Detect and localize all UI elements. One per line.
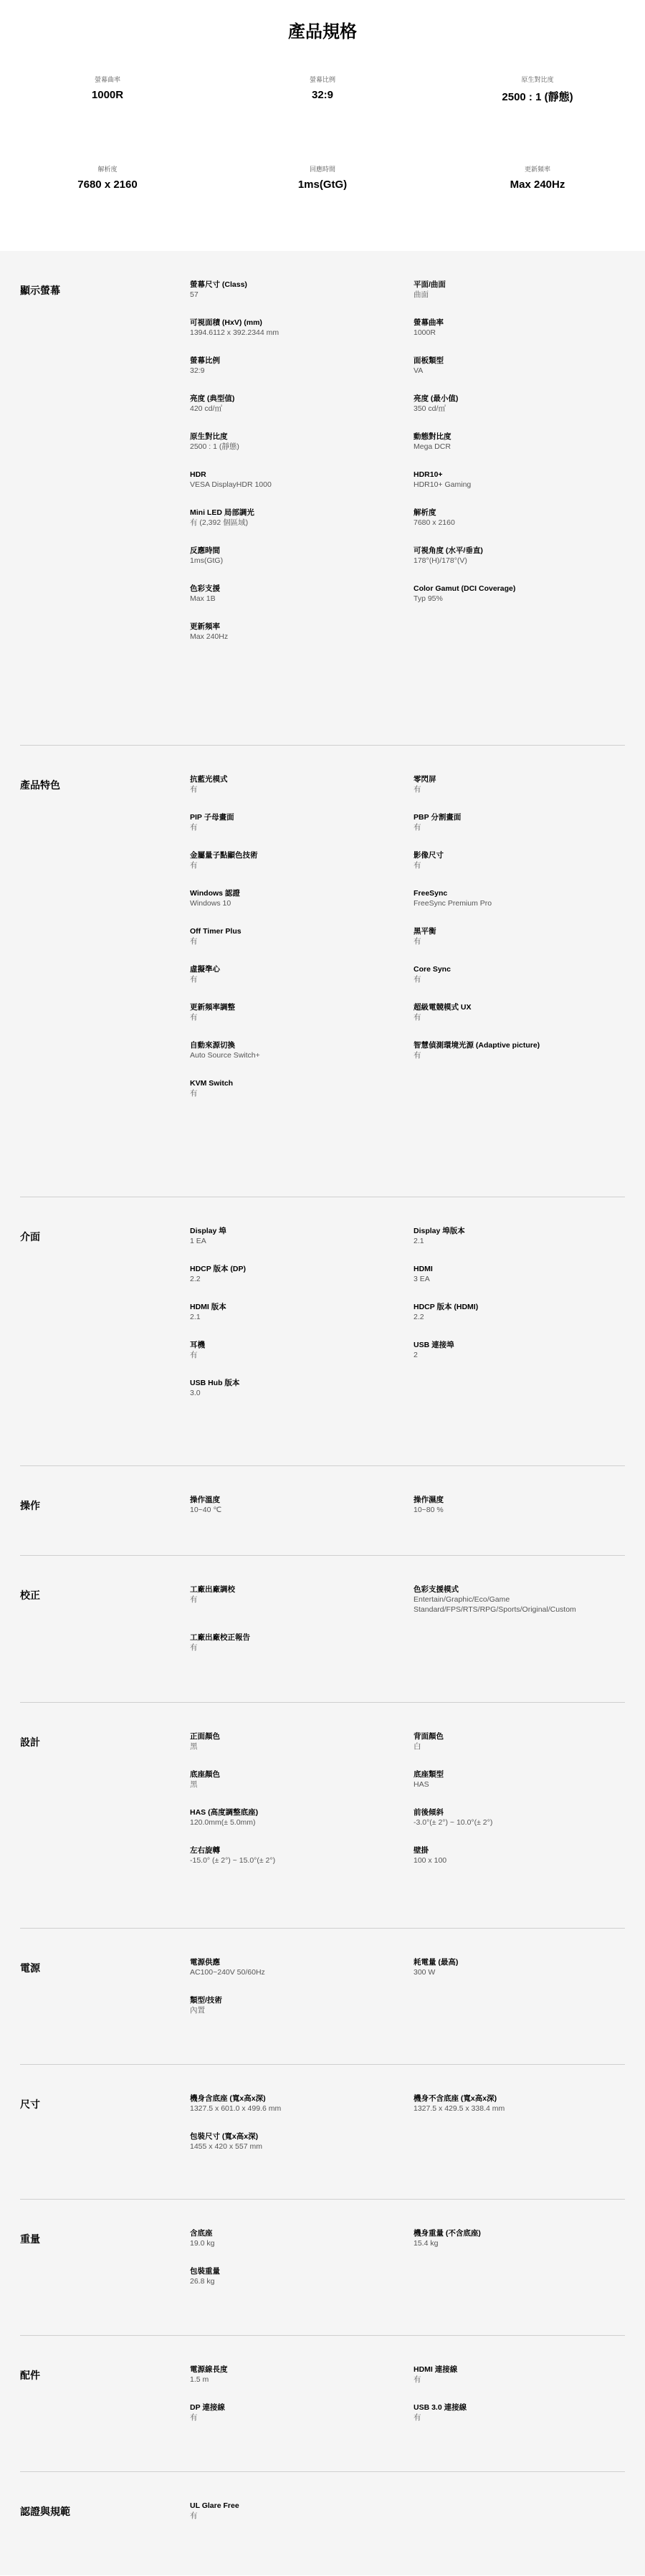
spec-name: 耗電量 (最高) (414, 1958, 459, 1967)
spec-section (20, 251, 625, 746)
spec-value: 2.1 (190, 1313, 201, 1321)
spec-items (190, 2501, 613, 2521)
spec-value: HDR10+ Gaming (414, 480, 472, 489)
spec-name: 可視角度 (水平/垂直) (414, 546, 483, 555)
spec-items (190, 2228, 613, 2286)
spec-name: USB Hub 版本 (190, 1379, 240, 1387)
spec-value: Typ 95% (414, 594, 443, 603)
spec-value: 有 (190, 1595, 198, 1604)
spec-value: 內置 (190, 2006, 205, 2015)
spec-value: 有 (414, 1013, 421, 1022)
spec-item (414, 1226, 613, 1246)
spec-value: 有 (190, 1013, 198, 1022)
spec-item (414, 1040, 613, 1060)
spec-value: 有 (190, 785, 198, 794)
spec-value: -3.0°(± 2°) ~ 10.0°(± 2°) (414, 1818, 493, 1827)
spec-item (414, 850, 613, 870)
spec-value: 57 (190, 290, 199, 299)
spec-item (190, 1845, 414, 1866)
spec-name: 耳機 (190, 1341, 205, 1349)
spec-name: 智慧偵測環境光源 (Adaptive picture) (414, 1041, 540, 1050)
spec-items (190, 1957, 613, 2015)
section-title: 顯示螢幕 (20, 285, 60, 296)
spec-item (190, 356, 414, 376)
spec-items (190, 1226, 613, 1398)
spec-value: Entertain/Graphic/Eco/Game Standard/FPS/RTS/RPG/Sports/Original/Custom (414, 1595, 576, 1614)
spec-value: 有 (414, 2375, 421, 2384)
spec-name: 機身重量 (不含底座) (414, 2229, 481, 2238)
spec-value: 白 (414, 1742, 421, 1751)
spec-item (414, 356, 613, 376)
spec-item (190, 432, 414, 452)
spec-item (414, 1845, 613, 1866)
spec-name: PBP 分割畫面 (414, 813, 462, 822)
spec-item (414, 2228, 613, 2248)
highlight-value: 1ms(GtG) (297, 179, 348, 191)
spec-name: 機身不含底座 (寬x高x深) (414, 2094, 497, 2103)
highlight-value: 2500 : 1 (靜態) (502, 91, 573, 103)
spec-name: 螢幕尺寸 (Class) (190, 280, 247, 289)
spec-value: 350 cd/㎡ (414, 404, 446, 413)
spec-item (414, 888, 613, 908)
spec-name: HDMI 版本 (190, 1303, 226, 1311)
spec-name: 反應時間 (190, 546, 220, 555)
spec-item (190, 280, 414, 300)
spec-item (190, 1378, 414, 1398)
spec-value: Windows 10 (190, 899, 231, 908)
spec-name: 前後傾斜 (414, 1808, 444, 1817)
specs-header (0, 0, 645, 251)
spec-item (190, 1040, 414, 1060)
spec-items (190, 1495, 613, 1515)
spec-item (414, 508, 613, 528)
spec-name: 機身含底座 (寬x高x深) (190, 2094, 266, 2103)
section-title: 重量 (20, 2233, 40, 2245)
spec-item (414, 1807, 613, 1828)
spec-value: 178°(H)/178°(V) (414, 556, 467, 565)
spec-value: 2500 : 1 (靜態) (190, 442, 239, 451)
highlight-label: 螢幕比例 (309, 76, 335, 83)
spec-name: 解析度 (414, 508, 436, 517)
spec-item (190, 508, 414, 528)
spec-name: HDCP 版本 (HDMI) (414, 1303, 479, 1311)
spec-item (190, 2364, 414, 2385)
spec-items (190, 280, 613, 642)
spec-name: 動態對比度 (414, 432, 452, 441)
spec-value: 1394.6112 x 392.2344 mm (190, 328, 280, 337)
spec-item (190, 622, 414, 642)
spec-value: 3.0 (190, 1389, 201, 1397)
spec-item (414, 546, 613, 566)
spec-item (190, 1957, 414, 1977)
spec-name: HDCP 版本 (DP) (190, 1265, 246, 1273)
spec-name: 色彩支援 (190, 584, 220, 593)
spec-value: 1ms(GtG) (190, 556, 224, 565)
spec-value: 19.0 kg (190, 2239, 215, 2248)
spec-item (414, 1340, 613, 1360)
spec-items (190, 2364, 613, 2423)
spec-item (414, 1769, 613, 1790)
highlight-label: 螢幕曲率 (94, 76, 120, 83)
spec-name: HDMI (414, 1265, 433, 1273)
highlight-item (215, 72, 430, 161)
spec-value: 120.0mm(± 5.0mm) (190, 1818, 256, 1827)
section-title: 認證與規範 (20, 2506, 70, 2517)
spec-value: 100 x 100 (414, 1856, 447, 1865)
section-title: 設計 (20, 1736, 40, 1748)
section-title: 操作 (20, 1500, 40, 1511)
spec-name: 底座類型 (414, 1770, 444, 1779)
spec-name: 包裝尺寸 (寬x高x深) (190, 2132, 259, 2141)
spec-section (20, 1197, 625, 1466)
spec-item (190, 2131, 414, 2152)
spec-item (190, 2093, 414, 2114)
spec-item (190, 546, 414, 566)
spec-name: 面板類型 (414, 356, 444, 365)
spec-item (414, 2093, 613, 2114)
section-title: 產品特色 (20, 779, 60, 791)
spec-items (190, 774, 613, 1098)
spec-item (414, 1302, 613, 1322)
spec-value: 15.4 kg (414, 2239, 439, 2248)
spec-value: 曲面 (414, 290, 429, 299)
spec-sections (0, 251, 645, 2575)
spec-item (190, 1078, 414, 1098)
spec-value: 有 (190, 1643, 198, 1652)
highlight-value: 32:9 (311, 89, 334, 101)
spec-name: HDR10+ (414, 470, 443, 479)
spec-value: 有 (2,392 個區域) (190, 518, 249, 527)
spec-value: 1 EA (190, 1237, 206, 1245)
spec-name: Core Sync (414, 965, 451, 974)
spec-name: 亮度 (典型值) (190, 394, 235, 403)
spec-value: 有 (190, 861, 198, 870)
highlight-item (430, 72, 645, 161)
spec-value: VA (414, 366, 424, 375)
spec-name: HDR (190, 470, 206, 479)
spec-value: VESA DisplayHDR 1000 (190, 480, 272, 489)
spec-section (20, 2065, 625, 2200)
spec-value: Mega DCR (414, 442, 451, 451)
spec-value: Max 240Hz (190, 632, 229, 641)
spec-name: FreeSync (414, 889, 448, 898)
spec-value: 1.5 m (190, 2375, 209, 2384)
spec-value: -15.0° (± 2°) ~ 15.0°(± 2°) (190, 1856, 276, 1865)
spec-name: 黑平衡 (414, 927, 436, 936)
spec-name: 底座顏色 (190, 1770, 220, 1779)
highlight-item (430, 161, 645, 251)
spec-name: Color Gamut (DCI Coverage) (414, 584, 516, 593)
highlight-value: 1000R (91, 89, 124, 101)
highlight-item (0, 161, 215, 251)
spec-value: 2.1 (414, 1237, 424, 1245)
spec-name: 正面顏色 (190, 1732, 220, 1741)
highlight-value: Max 240Hz (510, 179, 565, 191)
spec-value: AC100~240V 50/60Hz (190, 1968, 265, 1977)
section-title: 電源 (20, 1962, 40, 1974)
spec-item (414, 1495, 613, 1515)
spec-value: Max 1B (190, 594, 216, 603)
spec-name: 虛擬準心 (190, 965, 220, 974)
spec-name: 金屬量子點顯色技術 (190, 851, 258, 860)
spec-item (414, 280, 613, 300)
spec-name: 平面/曲面 (414, 280, 446, 289)
spec-item (190, 584, 414, 604)
highlight-item (215, 161, 430, 251)
spec-item (190, 1340, 414, 1360)
spec-name: KVM Switch (190, 1079, 234, 1088)
spec-items (190, 1731, 613, 1866)
spec-value: 420 cd/㎡ (190, 404, 222, 413)
spec-value: 有 (414, 2413, 421, 2422)
spec-name: 原生對比度 (190, 432, 228, 441)
spec-item (414, 1002, 613, 1022)
spec-value: 有 (414, 1051, 421, 1060)
spec-value: 有 (190, 937, 198, 946)
spec-value: Auto Source Switch+ (190, 1051, 260, 1060)
spec-item (414, 432, 613, 452)
spec-item (414, 2402, 613, 2423)
spec-value: 黑 (190, 1780, 198, 1789)
spec-name: 工廠出廠校正報告 (190, 1633, 250, 1642)
spec-value: HAS (414, 1780, 429, 1789)
highlight-label: 解析度 (97, 166, 118, 173)
section-title: 尺寸 (20, 2099, 40, 2110)
spec-item (414, 774, 613, 794)
spec-name: 電源供應 (190, 1958, 220, 1967)
spec-value: 32:9 (190, 366, 205, 375)
spec-name: 包裝重量 (190, 2267, 220, 2276)
spec-item (190, 1807, 414, 1828)
spec-section (20, 2472, 625, 2576)
spec-value: 1000R (414, 328, 436, 337)
spec-value: 26.8 kg (190, 2277, 215, 2286)
spec-name: HAS (高度調整底座) (190, 1808, 259, 1817)
spec-item (190, 812, 414, 832)
spec-section (20, 1929, 625, 2065)
spec-section (20, 1466, 625, 1556)
spec-name: HDMI 連接線 (414, 2365, 458, 2374)
spec-name: 更新頻率調整 (190, 1003, 235, 1012)
spec-name: 左右旋轉 (190, 1846, 220, 1855)
section-title: 校正 (20, 1589, 40, 1601)
spec-name: 工廠出廠調校 (190, 1585, 235, 1594)
spec-name: 亮度 (最小值) (414, 394, 459, 403)
spec-name: 色彩支援模式 (414, 1585, 459, 1594)
spec-name: PIP 子母畫面 (190, 813, 234, 822)
spec-item (190, 1584, 414, 1615)
spec-section (20, 1556, 625, 1703)
section-title: 介面 (20, 1231, 40, 1242)
spec-item (414, 584, 613, 604)
spec-name: USB 連接埠 (414, 1341, 454, 1349)
spec-name: Display 埠 (190, 1227, 226, 1235)
spec-name: DP 連接線 (190, 2403, 225, 2412)
spec-name: Display 埠版本 (414, 1227, 465, 1235)
spec-name: 影像尺寸 (414, 851, 444, 860)
spec-item (414, 812, 613, 832)
spec-name: Mini LED 局部調光 (190, 508, 254, 517)
spec-item (190, 1002, 414, 1022)
highlight-label: 更新頻率 (524, 166, 550, 173)
spec-name: Windows 認證 (190, 889, 240, 898)
spec-value: 有 (190, 1351, 198, 1359)
spec-value: 黑 (190, 1742, 198, 1751)
spec-section (20, 2336, 625, 2472)
page-title: 產品規格 (288, 22, 357, 42)
spec-value: 有 (190, 823, 198, 832)
spec-item (190, 394, 414, 414)
spec-value: 有 (414, 823, 421, 832)
spec-item (414, 964, 613, 984)
spec-item (414, 470, 613, 490)
spec-item (414, 1957, 613, 1977)
spec-item (190, 2402, 414, 2423)
spec-items (190, 2093, 613, 2152)
spec-item (414, 1264, 613, 1284)
spec-item (190, 1302, 414, 1322)
spec-items (190, 1584, 613, 1653)
spec-name: 螢幕曲率 (414, 318, 444, 327)
spec-name: USB 3.0 連接線 (414, 2403, 467, 2412)
spec-name: 更新頻率 (190, 622, 220, 631)
spec-item (414, 1584, 613, 1615)
spec-name: 自動來源切換 (190, 1041, 235, 1050)
spec-value: 1327.5 x 601.0 x 499.6 mm (190, 2104, 282, 2113)
spec-item (190, 926, 414, 946)
spec-value: 10~80 % (414, 1506, 444, 1514)
spec-name: 電源線長度 (190, 2365, 228, 2374)
highlight-label: 回應時間 (309, 166, 335, 173)
spec-value: 有 (190, 2511, 198, 2520)
spec-name: 螢幕比例 (190, 356, 220, 365)
spec-item (190, 1264, 414, 1284)
spec-value: 有 (414, 785, 421, 794)
spec-item (190, 888, 414, 908)
spec-item (414, 318, 613, 338)
spec-item (190, 850, 414, 870)
spec-section (20, 1703, 625, 1929)
spec-item (190, 1731, 414, 1752)
spec-item (190, 2501, 414, 2521)
spec-item (190, 774, 414, 794)
spec-item (414, 2364, 613, 2385)
spec-value: 3 EA (414, 1275, 430, 1283)
spec-item (190, 964, 414, 984)
spec-section (20, 2200, 625, 2336)
spec-value: 2.2 (190, 1275, 201, 1283)
spec-value: 1327.5 x 429.5 x 338.4 mm (414, 2104, 505, 2113)
spec-value: 2 (414, 1351, 418, 1359)
spec-name: 背面顏色 (414, 1732, 444, 1741)
spec-value: 7680 x 2160 (414, 518, 455, 527)
spec-name: 操作濕度 (414, 1496, 444, 1504)
spec-item (414, 394, 613, 414)
spec-value: 300 W (414, 1968, 436, 1977)
spec-name: 類型/技術 (190, 1996, 222, 2005)
spec-value: 有 (414, 975, 421, 984)
spec-value: 2.2 (414, 1313, 424, 1321)
spec-name: 操作溫度 (190, 1496, 220, 1504)
spec-name: UL Glare Free (190, 2501, 239, 2510)
spec-item (190, 1995, 414, 2015)
spec-item (414, 926, 613, 946)
spec-item (190, 1226, 414, 1246)
spec-name: 抗藍光模式 (190, 775, 228, 784)
highlights-grid (0, 72, 645, 251)
spec-value: 有 (190, 2413, 198, 2422)
spec-value: 10~40 ℃ (190, 1506, 222, 1514)
spec-item (190, 2266, 414, 2286)
spec-value: FreeSync Premium Pro (414, 899, 492, 908)
spec-item (190, 1769, 414, 1790)
spec-value: 有 (190, 1089, 198, 1098)
spec-name: 零閃屏 (414, 775, 436, 784)
spec-section (20, 746, 625, 1197)
spec-value: 有 (190, 975, 198, 984)
highlight-value: 7680 x 2160 (77, 179, 138, 191)
highlight-item (0, 72, 215, 161)
spec-name: 壁掛 (414, 1846, 429, 1855)
spec-item (190, 318, 414, 338)
spec-item (190, 1632, 414, 1653)
section-title: 配件 (20, 2370, 40, 2381)
spec-item (190, 2228, 414, 2248)
spec-item (414, 1731, 613, 1752)
spec-name: 含底座 (190, 2229, 213, 2238)
spec-name: Off Timer Plus (190, 927, 242, 936)
spec-value: 有 (414, 937, 421, 946)
spec-name: 可視面積 (HxV) (mm) (190, 318, 262, 327)
highlight-label: 原生對比度 (521, 76, 554, 83)
spec-value: 1455 x 420 x 557 mm (190, 2142, 262, 2151)
spec-value: 有 (414, 861, 421, 870)
spec-item (190, 1495, 414, 1515)
spec-item (190, 470, 414, 490)
spec-name: 超級電競模式 UX (414, 1003, 472, 1012)
